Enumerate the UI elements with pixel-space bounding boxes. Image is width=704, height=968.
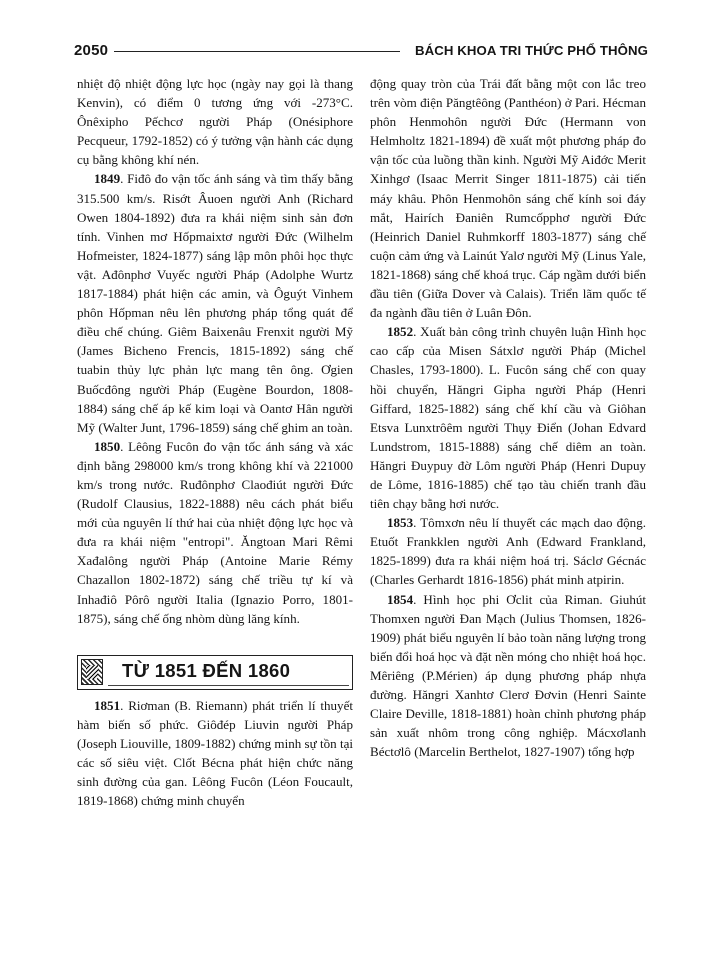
entry-text: . Xuất bản công trình chuyên luận Hình học cao cấp của Misen Sátxlơ người Pháp (Michel Chasles, 1793-1800). L. Fucôn sáng chế con quay hồi chuyển, Hăngri Gipha người Pháp (Henri Giffard, 1825-1882) sáng chế khí cầu và Giôhan Etsva Lunxtrôêm người Thụy Điển (Johan Edvard Lundstrom, 1815-1888) sáng chế diêm an toàn. Hăngri Đuypuy đờ Lôm người Pháp (Henri Dupuy de Lôme, 1816-1885) chế tạo tàu chiến tranh đầu tiên chạy bằng hơi nước. xyxy=(370,324,646,512)
entry-text: . Riơman (B. Riemann) phát triển lí thuyết hàm biến số phức. Giôđép Liuvin người Pháp (Joseph Liouville, 1809-1882) chứng minh sự tồn tại các số siêu việt. Clốt Bécna phát hiện chức năng sinh đường của gan. Lêông Fucôn (Léon Foucault, 1819-1868) chứng minh chuyển xyxy=(77,697,353,809)
entry-1850 xyxy=(77,437,353,628)
entry-year: 1850 xyxy=(94,438,121,454)
heading-underline xyxy=(108,685,349,686)
entry-1851 xyxy=(77,696,353,811)
section-heading-text: TỪ 1851 ĐẾN 1860 xyxy=(122,659,291,681)
entry-1854 xyxy=(370,590,646,762)
entry-1853 xyxy=(370,513,646,589)
paragraph-continuation: động quay tròn của Trái đất bằng một con lắc treo trên vòm điện Păngtêông (Panthéon) ở Pari. Hécman phôn Henmohôn người Đức (Hermann von Helmholtz 1821-1894) đề xuất một phương pháp đo vận tốc của luồng thần kinh. Người Mỹ Aiđớc Merit Xinhgơ (Isaac Merrit Singer 1811-1875) cải tiến máy khâu. Phôn Henmohôn sáng chế kính soi đáy mắt, Hairích Đaniên Rumcốpphơ người Đức (Heinrich Daniel Ruhmkorff 1803-1877) sáng chế cuộn cảm ứng và Lainút Yalơ người Mỹ (Linus Yale, 1821-1868) sáng chế khoá trục. Cáp ngầm dưới biển đầu tiên (Giữa Dover và Calais). Triển lãm quốc tế đa ngành đầu tiên ở Luân Đôn. xyxy=(370,76,646,321)
entry-1849 xyxy=(77,169,353,436)
entry-text: . Tômxơn nêu lí thuyết các mạch dao động. Etuốt Frankklen người Anh (Edward Frankland, 1825-1899) đưa ra khái niệm hoá trị. Sáclơ Gécnác (Charles Gerhardt 1816-1856) phát minh atpirin. xyxy=(370,515,646,588)
entry-text: . Fiđô đo vận tốc ánh sáng và tìm thấy bằng 315.500 km/s. Risớt Âuoen người Anh (Richard Owen 1804-1892) đưa ra khái niệm sinh sản đơn tính. Vinhen mơ Hốpmaixtơ người Đức (Wilhelm Hofmeister, 1824-1877) sáng lập môn phôi học thực vật. Ađônphơ Vuyếc người Pháp (Adolphe Wurtz 1817-1884) phát hiện các amin, và Ôguýt Vinhem phôn Hốpman nêu lên phương pháp tổng quát để điều chế chúng. Giêm Baixenâu Frenxit người Mỹ (James Bicheno Frencis, 1815-1892) sáng chế tuabin thủy lực phản lực mang tên ông. Ơgien Buốcđông người Pháp (Eugène Bourdon, 1808-1884) sáng chế áp kế kim loại và Oantơ Hân người Mỹ (Walter Junt, 1796-1859) sáng chế ghim an toàn. xyxy=(77,171,353,435)
entry-text: . Lêông Fucôn đo vận tốc ánh sáng và xác định bằng 298000 km/s trong không khí và 221000 km/s trong nước. Ruđônphơ Claođiút người Đức (Rudolf Clausius, 1822-1888) nêu cách phát biểu mới của nguyên lí thứ hai của nhiệt động lực học và đưa ra khái niệm "entropi". Ăngtoan Mari Rêmi Xađalông người Pháp (Antoine Marie Rémy Chazallon 1802-1872) sáng chế triều tự kí và Inhađiô Pôrô người Italia (Ignazio Porro, 1801-1875), sáng chế ống nhòm dùng lăng kính. xyxy=(77,438,353,626)
entry-year: 1852 xyxy=(387,324,414,340)
running-title: BÁCH KHOA TRI THỨC PHỔ THÔNG xyxy=(414,43,648,58)
entry-year: 1853 xyxy=(387,515,414,531)
entry-year: 1851 xyxy=(94,697,121,713)
entry-1852 xyxy=(370,322,646,513)
header-rule xyxy=(114,51,400,52)
left-column xyxy=(77,74,353,810)
page-header xyxy=(74,40,648,62)
entry-year: 1854 xyxy=(387,591,414,607)
page-number: 2050 xyxy=(74,42,109,59)
right-column xyxy=(370,74,646,761)
paragraph-continuation: nhiệt độ nhiệt động lực học (ngày nay gọi là thang Kenvin), có điểm 0 tương ứng với -273°C. Ônêxipho Pếchcơ người Pháp (Onésiphore Pecqueur, 1792-1852) có ý tưởng vận hành các dụng cụ bằng không khí nén. xyxy=(77,76,353,168)
entry-text: . Hình học phi Ơclit của Riman. Giuhút Thomxen người Đan Mạch (Julius Thomsen, 1826-1909) phát biểu nguyên lí bảo toàn năng lượng trong biến đổi hoá học và đặt nền móng cho nhiệt hoá học. Mêriêng (P.Mérien) áp dụng phương pháp nhựa đường. Hăngri Xanhtơ Clerơ Đơvin (Henri Sainte Claire Deville, 1818-1881) hoàn chỉnh phương pháp sản xuất nhôm trong công nghiệp. Mácxơlanh Béctơlô (Marcelin Berthelot, 1827-1907) tổng hợp xyxy=(370,591,646,760)
ornament-icon xyxy=(81,659,103,685)
section-heading xyxy=(77,655,353,690)
entry-year: 1849 xyxy=(94,171,121,187)
